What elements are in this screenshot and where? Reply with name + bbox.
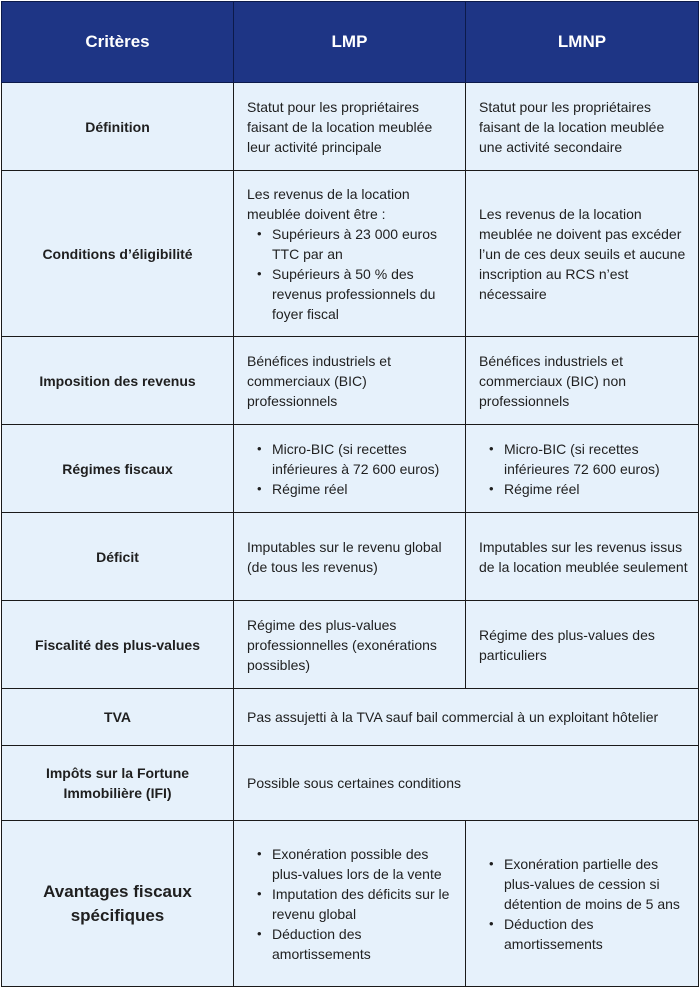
- list-item: • Déduction des amortissements: [504, 914, 688, 954]
- row-vat: [2, 689, 699, 746]
- comparison-table: [1, 1, 699, 987]
- list-item: • Micro-BIC (si recettes inférieures 72 600 euros): [504, 439, 688, 479]
- advantages-lmp-bullets: [247, 844, 455, 964]
- list-item: • Régime réel: [504, 479, 688, 499]
- cell-lmnp-definition: Statut pour les propriétaires faisant de la location meublée une activité secondaire: [466, 83, 699, 171]
- list-item: • Imputation des déficits sur le revenu global: [272, 884, 455, 924]
- cell-lmp-advantages: [234, 821, 466, 987]
- row-advantages: [2, 821, 699, 987]
- cell-lmp-deficit: Imputables sur le revenu global (de tous les revenus): [234, 513, 466, 601]
- regimes-lmnp-bullets: [479, 439, 688, 499]
- row-label-advantages: Avantages fiscaux spécifiques: [2, 821, 234, 987]
- row-label-ifi: Impôts sur la Fortune Immobilière (IFI): [2, 746, 234, 821]
- row-label-definition: Définition: [2, 83, 234, 171]
- header-row: [2, 2, 699, 83]
- row-label-capital-gains: Fiscalité des plus-values: [2, 601, 234, 689]
- row-taxation: [2, 337, 699, 425]
- row-label-eligibility: Conditions d’éligibilité: [2, 171, 234, 337]
- cell-lmp-taxation: Bénéfices industriels et commerciaux (BIC) professionnels: [234, 337, 466, 425]
- row-label-deficit: Déficit: [2, 513, 234, 601]
- eligibility-bullets: [247, 224, 455, 324]
- row-deficit: [2, 513, 699, 601]
- cell-lmnp-eligibility: Les revenus de la location meublée ne doivent pas excéder l’un de ces deux seuils et aucune inscription au RCS n’est nécessaire: [466, 171, 699, 337]
- cell-lmnp-advantages: [466, 821, 699, 987]
- row-label-taxation: Imposition des revenus: [2, 337, 234, 425]
- row-regimes: [2, 425, 699, 513]
- header-criteria: Critères: [2, 2, 234, 83]
- list-item: • Exonération partielle des plus-values de cession si détention de moins de 5 ans: [504, 854, 688, 914]
- list-item: • Supérieurs à 50 % des revenus professionnels du foyer fiscal: [272, 264, 455, 324]
- header-lmnp: LMNP: [466, 2, 699, 83]
- cell-lmp-eligibility: [234, 171, 466, 337]
- row-ifi: [2, 746, 699, 821]
- row-label-vat: TVA: [2, 689, 234, 746]
- advantages-lmnp-bullets: [479, 854, 688, 954]
- eligibility-intro: Les revenus de la location meublée doivent être :: [247, 185, 410, 222]
- cell-lmp-regimes: [234, 425, 466, 513]
- list-item: • Déduction des amortissements: [272, 924, 455, 964]
- list-item: • Exonération possible des plus-values lors de la vente: [272, 844, 455, 884]
- regimes-lmp-bullets: [247, 439, 455, 499]
- row-definition: [2, 83, 699, 171]
- list-item: • Micro-BIC (si recettes inférieures à 72 600 euros): [272, 439, 455, 479]
- cell-ifi-both: Possible sous certaines conditions: [234, 746, 699, 821]
- cell-lmnp-taxation: Bénéfices industriels et commerciaux (BIC) non professionnels: [466, 337, 699, 425]
- row-capital-gains: [2, 601, 699, 689]
- header-lmp: LMP: [234, 2, 466, 83]
- row-eligibility: [2, 171, 699, 337]
- cell-vat-both: Pas assujetti à la TVA sauf bail commercial à un exploitant hôtelier: [234, 689, 699, 746]
- list-item: • Supérieurs à 23 000 euros TTC par an: [272, 224, 455, 264]
- cell-lmp-definition: Statut pour les propriétaires faisant de la location meublée leur activité principale: [234, 83, 466, 171]
- cell-lmnp-regimes: [466, 425, 699, 513]
- cell-lmnp-deficit: Imputables sur les revenus issus de la location meublée seulement: [466, 513, 699, 601]
- list-item: • Régime réel: [272, 479, 455, 499]
- cell-lmp-capital-gains: Régime des plus-values professionnelles (exonérations possibles): [234, 601, 466, 689]
- row-label-regimes: Régimes fiscaux: [2, 425, 234, 513]
- cell-lmnp-capital-gains: Régime des plus-values des particuliers: [466, 601, 699, 689]
